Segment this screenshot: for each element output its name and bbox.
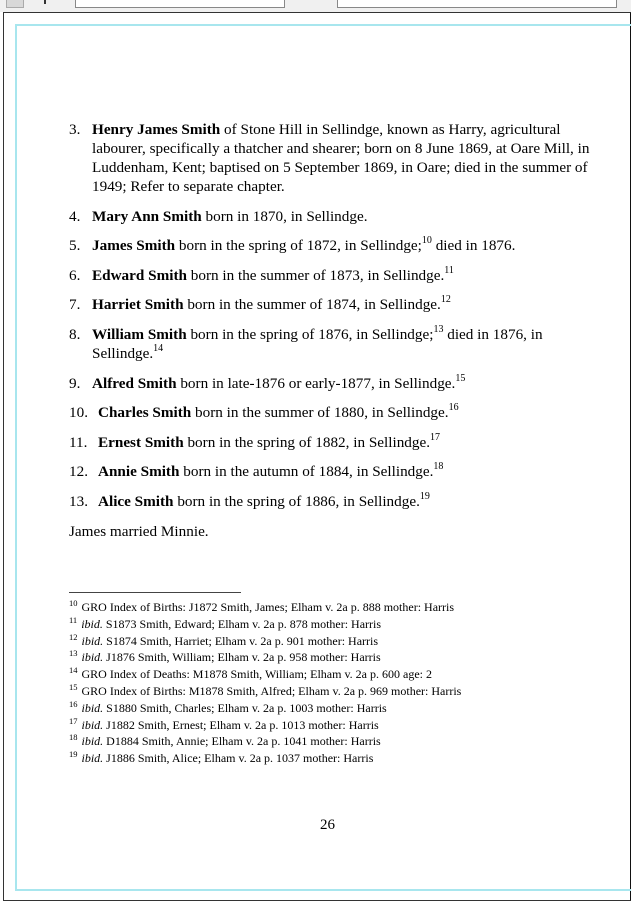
child-name: Henry James Smith bbox=[92, 121, 221, 138]
footnote-text: S1874 Smith, Harriet; Elham v. 2a p. 901 mother: Harris bbox=[103, 633, 379, 648]
page-number: 26 bbox=[320, 817, 335, 833]
list-number: 6. bbox=[69, 266, 81, 284]
child-entry bbox=[69, 374, 591, 393]
list-number: 7. bbox=[69, 296, 81, 314]
footnote bbox=[69, 649, 589, 666]
toolbar-button[interactable] bbox=[6, 0, 24, 8]
toolbar-field-right[interactable] bbox=[337, 0, 617, 8]
page-body bbox=[69, 120, 591, 541]
footnote-ibid: ibid. bbox=[81, 650, 104, 665]
child-name: William Smith bbox=[92, 325, 187, 343]
footnote-text: GRO Index of Births: J1872 Smith, James; Elham v. 2a p. 888 mother: Harris bbox=[81, 600, 455, 614]
list-number: 9. bbox=[69, 374, 81, 392]
footnote-ref[interactable]: 17 bbox=[430, 431, 441, 443]
footnote-ref[interactable]: 16 bbox=[448, 402, 459, 414]
footnote bbox=[69, 750, 589, 767]
list-number: 5. bbox=[69, 237, 81, 255]
footnote bbox=[69, 599, 589, 616]
child-text: born in the autumn of 1884, in Sellindge. bbox=[179, 463, 434, 481]
child-text: born in 1870, in Sellindge. bbox=[201, 207, 368, 225]
child-entry bbox=[69, 207, 591, 226]
children-list bbox=[69, 120, 591, 511]
footnote bbox=[69, 733, 589, 750]
child-text: of Stone Hill in Sellindge, known as Harry, agricultural labourer, specifically a thatcher and shearer; born on 8 June 1869, at Oare Mill, in Luddenham, Kent; baptised on 5 September 1869, in Oare; died in the summer of 1949; Refer to separate chapter. bbox=[92, 121, 590, 195]
footnote-ref[interactable]: 11 bbox=[444, 264, 454, 276]
child-name: Mary Ann Smith bbox=[92, 207, 202, 225]
closing-sentence: James married Minnie. bbox=[69, 522, 209, 540]
child-name: James Smith bbox=[92, 237, 176, 255]
footnote-ref[interactable]: 10 bbox=[421, 235, 432, 247]
footnote-number: 13 bbox=[69, 648, 78, 659]
footnote bbox=[69, 616, 589, 633]
child-entry bbox=[69, 236, 591, 255]
footnote-separator bbox=[69, 592, 241, 593]
child-text: born in the spring of 1872, in Sellindge; bbox=[175, 237, 422, 255]
footnote-number: 17 bbox=[69, 715, 78, 726]
child-text: born in the summer of 1873, in Sellindge. bbox=[186, 266, 445, 284]
footnote-text: S1873 Smith, Edward; Elham v. 2a p. 878 mother: Harris bbox=[102, 616, 382, 631]
footnote-text: D1884 Smith, Annie; Elham v. 2a p. 1041 mother: Harris bbox=[103, 734, 381, 749]
child-text-cont: died in 1876. bbox=[431, 237, 516, 255]
list-number: 10. bbox=[69, 404, 88, 422]
list-number: 12. bbox=[69, 463, 88, 481]
child-text: born in late-1876 or early-1877, in Sellindge. bbox=[176, 374, 456, 392]
footnote bbox=[69, 633, 589, 650]
toolbar-separator bbox=[44, 0, 46, 4]
child-text: born in the summer of 1880, in Sellindge. bbox=[191, 404, 449, 422]
child-entry bbox=[69, 433, 591, 452]
footnote-ibid: ibid. bbox=[81, 633, 104, 648]
child-text: born in the spring of 1876, in Sellindge; bbox=[186, 325, 434, 343]
child-entry bbox=[69, 403, 591, 422]
footnote-number: 12 bbox=[69, 631, 78, 642]
footnote-text: S1880 Smith, Charles; Elham v. 2a p. 1003 mother: Harris bbox=[103, 700, 387, 715]
footnote-text: J1876 Smith, William; Elham v. 2a p. 958 mother: Harris bbox=[103, 650, 381, 665]
child-name: Ernest Smith bbox=[98, 433, 184, 451]
list-number: 3. bbox=[69, 121, 81, 138]
footnote bbox=[69, 700, 589, 717]
child-text: born in the summer of 1874, in Sellindge. bbox=[183, 296, 441, 314]
child-name: Charles Smith bbox=[98, 404, 192, 422]
list-number: 8. bbox=[69, 325, 81, 343]
child-name: Annie Smith bbox=[98, 463, 180, 481]
footnote bbox=[69, 683, 589, 700]
footnote-ref[interactable]: 12 bbox=[440, 294, 451, 306]
footnote-number: 10 bbox=[69, 598, 78, 608]
footnote-ref[interactable]: 14 bbox=[153, 342, 164, 354]
footnote-number: 11 bbox=[69, 614, 78, 625]
child-entry bbox=[69, 492, 591, 511]
child-name: Harriet Smith bbox=[92, 296, 184, 314]
child-text: born in the spring of 1886, in Sellindge. bbox=[173, 492, 420, 510]
child-entry bbox=[69, 462, 591, 481]
child-entry bbox=[69, 266, 591, 285]
child-name: Alfred Smith bbox=[92, 374, 177, 392]
child-entry bbox=[69, 295, 591, 314]
footnote-ibid: ibid. bbox=[81, 717, 104, 732]
footnote-text: J1882 Smith, Ernest; Elham v. 2a p. 1013 mother: Harris bbox=[103, 717, 379, 732]
footnote-text: GRO Index of Deaths: M1878 Smith, William; Elham v. 2a p. 600 age: 2 bbox=[81, 667, 432, 682]
footnote-number: 18 bbox=[69, 732, 78, 743]
child-entry bbox=[69, 120, 591, 196]
footnote-ibid: ibid. bbox=[81, 734, 104, 749]
footnote-ref[interactable]: 18 bbox=[433, 461, 444, 473]
footnote-text: J1886 Smith, Alice; Elham v. 2a p. 1037 mother: Harris bbox=[103, 751, 374, 766]
list-number: 11. bbox=[69, 433, 88, 451]
child-entry bbox=[69, 325, 591, 363]
footnote bbox=[69, 717, 589, 734]
footnote-number: 14 bbox=[69, 665, 78, 676]
child-text-cont: died in 1876, in Sellindge. bbox=[92, 325, 543, 362]
footnote-number: 16 bbox=[69, 698, 78, 709]
footnote-ibid: ibid. bbox=[81, 751, 104, 766]
footnotes bbox=[69, 599, 589, 767]
child-name: Alice Smith bbox=[98, 492, 174, 510]
footnote-ref[interactable]: 15 bbox=[455, 372, 466, 384]
footnote-ibid: ibid. bbox=[81, 700, 104, 715]
toolbar-field-left[interactable] bbox=[75, 0, 285, 8]
footnote-text: GRO Index of Births: M1878 Smith, Alfred; Elham v. 2a p. 969 mother: Harris bbox=[81, 683, 462, 698]
footnote-ibid: ibid. bbox=[81, 616, 103, 631]
footnote-number: 15 bbox=[69, 681, 78, 692]
child-text: born in the spring of 1882, in Sellindge. bbox=[183, 433, 431, 451]
footnote-ref[interactable]: 13 bbox=[433, 323, 444, 335]
footnote bbox=[69, 666, 589, 683]
footnote-ref[interactable]: 19 bbox=[419, 490, 430, 502]
child-name: Edward Smith bbox=[92, 266, 187, 284]
toolbar bbox=[0, 0, 631, 12]
list-number: 4. bbox=[69, 207, 81, 225]
list-number: 13. bbox=[69, 492, 88, 510]
footnote-number: 19 bbox=[69, 749, 78, 760]
